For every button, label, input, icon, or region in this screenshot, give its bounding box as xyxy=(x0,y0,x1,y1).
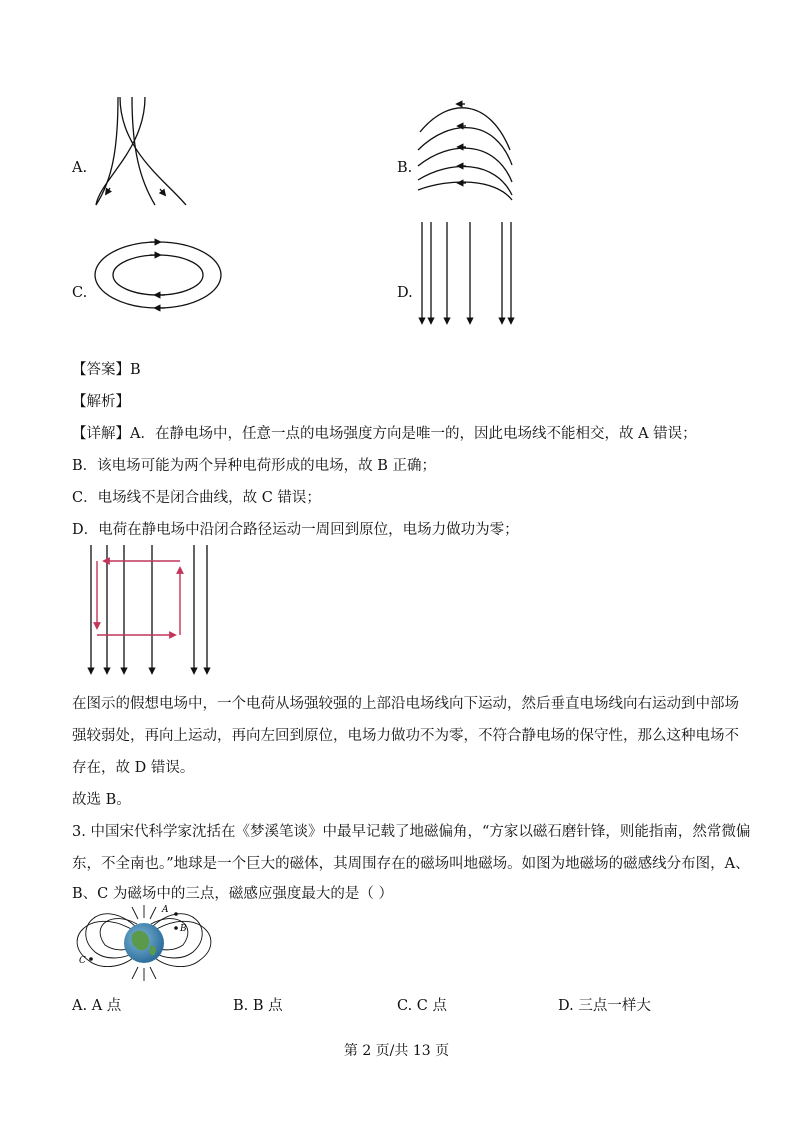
explanation-conclusion: 故选 B。 xyxy=(72,792,131,808)
question3-line-1: 3. 中国宋代科学家沈括在《梦溪笔谈》中最早记载了地磁偏角，“方家以磁石磨针锋，则能指南，然常微偏 xyxy=(72,824,751,840)
explanation-line-3: 存在，故 D 错误。 xyxy=(72,760,195,776)
answer-line: 【答案】B xyxy=(72,362,141,378)
option-b-label: B. xyxy=(397,160,413,176)
explanation-figure xyxy=(91,545,207,673)
option-d-label: D. xyxy=(397,285,413,301)
detail-line-c: C．电场线不是闭合曲线，故 C 错误； xyxy=(72,490,321,506)
page-footer: 第 2 页/共 13 页 xyxy=(343,1043,450,1059)
choice-c[interactable]: C. C 点 xyxy=(397,998,447,1014)
explanation-line-2: 强较弱处，再向上运动，再向左回到原位，电场力做功不为零，不符合静电场的保守性，那么这种电场不 xyxy=(72,728,739,744)
question3-line-2: 东，不全南也。”地球是一个巨大的磁体，其周围存在的磁场叫地磁场。如图为地磁场的磁感线分布图，A、 xyxy=(72,856,750,872)
detail-line-a: 【详解】A．在静电场中，任意一点的电场强度方向是唯一的，因此电场线不能相交，故 A 错误； xyxy=(72,426,697,442)
option-a-label: A. xyxy=(72,160,88,176)
earth-magnetic-field-figure xyxy=(73,905,213,983)
option-c-label: C. xyxy=(72,285,88,301)
choice-d[interactable]: D. 三点一样大 xyxy=(558,998,651,1014)
figure-a-crossing-lines xyxy=(96,97,186,205)
analysis-heading: 【解析】 xyxy=(72,394,130,410)
globe-label-a: A xyxy=(162,905,169,915)
choice-b[interactable]: B. B 点 xyxy=(233,998,283,1014)
globe-label-c: C xyxy=(79,956,86,966)
figure-d-vertical-lines xyxy=(422,222,511,323)
globe-label-b: B xyxy=(180,924,187,934)
figure-b-curved-lines xyxy=(418,104,512,200)
detail-line-d: D．电荷在静电场中沿闭合路径运动一周回到原位，电场力做功为零； xyxy=(72,522,519,538)
figure-c-closed-loops xyxy=(95,242,221,308)
detail-line-b: B．该电场可能为两个异种电荷形成的电场，故 B 正确； xyxy=(72,458,437,474)
question3-line-3: B、C 为磁场中的三点，磁感应强度最大的是（ ） xyxy=(72,886,393,902)
choice-a[interactable]: A. A 点 xyxy=(72,998,122,1014)
explanation-line-1: 在图示的假想电场中，一个电荷从场强较强的上部沿电场线向下运动，然后垂直电场线向右运动到中部场 xyxy=(72,696,739,712)
